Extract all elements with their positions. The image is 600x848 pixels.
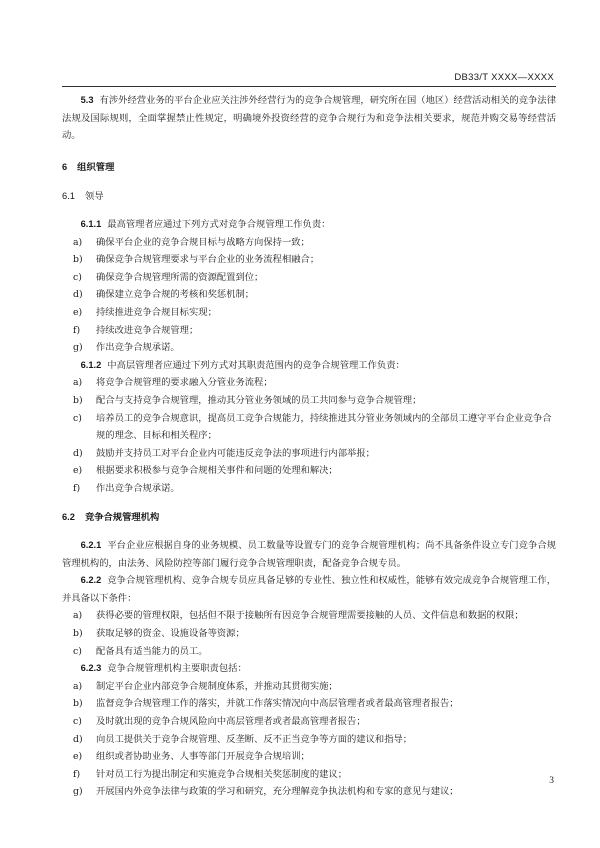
item-text: 获得必要的管理权限，包括但不限于接触所有因竞争合规管理需要接触的人员、文件信息和数据的权限； bbox=[96, 610, 524, 622]
standard-code: DB33/T XXXX—XXXX bbox=[454, 72, 554, 83]
clause-6-2-2 bbox=[62, 572, 556, 607]
clause-6-1-1-list bbox=[62, 234, 556, 357]
item-label: c) bbox=[73, 412, 82, 424]
section-number: 6 bbox=[62, 161, 68, 172]
page-number: 3 bbox=[549, 776, 554, 786]
clause-6-2-2-list bbox=[62, 607, 556, 660]
list-item bbox=[62, 607, 556, 625]
list-item bbox=[62, 392, 556, 410]
item-label: c) bbox=[73, 716, 82, 727]
list-item bbox=[62, 269, 556, 287]
list-item bbox=[62, 374, 556, 392]
clause-6-1-2-list bbox=[62, 374, 556, 497]
clause-text: 竞争合规管理机构主要职责包括： bbox=[107, 663, 247, 675]
item-text: 作出竞争合规承诺。 bbox=[96, 342, 180, 354]
item-label: b) bbox=[73, 394, 83, 406]
item-label: a) bbox=[73, 236, 83, 248]
clause-5-3 bbox=[62, 92, 556, 145]
item-text: 及时就出现的竞争合规风险向中高层管理者或者最高管理者报告； bbox=[96, 716, 366, 727]
item-text: 开展国内外竞争法律与政策的学习和研究，充分理解竞争执法机构和专家的意见与建议； bbox=[96, 786, 459, 798]
item-label: d) bbox=[73, 733, 83, 745]
item-label: a) bbox=[73, 377, 83, 389]
item-text: 配备具有适当能力的员工。 bbox=[96, 645, 208, 657]
section-heading-6-2 bbox=[62, 509, 556, 527]
clause-number: 6.2.1 bbox=[80, 540, 102, 551]
list-item bbox=[62, 445, 556, 463]
item-label: g) bbox=[73, 786, 83, 798]
clause-number: 6.2.2 bbox=[80, 575, 102, 586]
clause-number: 5.3 bbox=[80, 95, 94, 105]
item-label: c) bbox=[73, 271, 82, 283]
list-item bbox=[62, 783, 556, 801]
list-item bbox=[62, 695, 556, 713]
clause-6-2-3-list bbox=[62, 678, 556, 801]
item-label: d) bbox=[73, 289, 83, 301]
list-item bbox=[62, 766, 556, 784]
item-label: a) bbox=[73, 610, 83, 622]
item-text: 鼓励并支持员工对平台企业内可能违反竞争法的事项进行内部举报； bbox=[96, 447, 375, 459]
section-title: 领导 bbox=[84, 191, 104, 203]
item-text: 持续推进竞争合规目标实现； bbox=[96, 306, 217, 318]
clause-number: 6.2.3 bbox=[80, 663, 102, 674]
header-rule bbox=[62, 86, 556, 87]
list-item bbox=[62, 251, 556, 269]
list-item bbox=[62, 410, 556, 445]
list-item bbox=[62, 643, 556, 661]
item-label: g) bbox=[73, 342, 83, 354]
item-text: 确保竞争合规管理要求与平台企业的业务流程相融合； bbox=[96, 254, 320, 266]
clause-text: 最高管理者应通过下列方式对竞争合规管理工作负责： bbox=[107, 218, 331, 230]
section-title: 竞争合规管理机构 bbox=[84, 512, 160, 524]
item-text: 获取足够的资金、设施设备等资源； bbox=[96, 628, 245, 640]
item-label: e) bbox=[73, 751, 83, 763]
clause-6-1-2 bbox=[62, 357, 556, 375]
list-item bbox=[62, 322, 556, 340]
item-label: d) bbox=[73, 447, 83, 459]
item-text: 根据要求积极参与竞争合规相关事件和问题的处理和解决； bbox=[96, 465, 338, 477]
item-text: 培养员工的竞争合规意识，提高员工竞争合规能力，持续推进其分管业务领域内的全部员工遵守平台企业竞争合规的理念、目标和相关程序； bbox=[96, 412, 552, 442]
clause-6-2-1 bbox=[62, 537, 556, 572]
item-text: 针对员工行为提出制定和实施竞争合规相关奖惩制度的建议； bbox=[96, 768, 348, 780]
clause-text: 有涉外经营业务的平台企业应关注涉外经营行为的竞争合规管理，研究所在国（地区）经营活动相关的竞争法律法规及国际规则，全面掌握禁止性规定，明确境外投资经营的竞争合规行为和竞争法相关要求，规范并购交易等经营活动。 bbox=[62, 95, 556, 142]
item-label: f) bbox=[73, 482, 81, 494]
item-text: 持续改进竞争合规管理； bbox=[96, 324, 199, 336]
item-label: f) bbox=[73, 324, 81, 336]
item-label: e) bbox=[73, 465, 83, 477]
clause-number: 6.1.2 bbox=[80, 359, 102, 370]
list-item bbox=[62, 480, 556, 498]
section-title: 组织管理 bbox=[77, 161, 115, 173]
list-item bbox=[62, 462, 556, 480]
list-item bbox=[62, 286, 556, 304]
item-text: 监督竞争合规管理工作的落实，并就工作落实情况向中高层管理者或者最高管理者报告； bbox=[96, 698, 459, 710]
section-heading-6 bbox=[62, 159, 556, 177]
item-label: a) bbox=[73, 680, 83, 692]
item-label: f) bbox=[73, 768, 81, 780]
item-text: 确保建立竞争合规的考核和奖惩机制； bbox=[96, 289, 255, 301]
list-item bbox=[62, 748, 556, 766]
item-text: 组织或者协助业务、人事等部门开展竞争合规培训； bbox=[96, 751, 310, 763]
clause-number: 6.1.1 bbox=[80, 218, 102, 229]
list-item bbox=[62, 731, 556, 749]
clause-text: 中高层管理者应通过下列方式对其职责范围内的竞争合规管理工作负责： bbox=[107, 359, 405, 371]
item-label: c) bbox=[73, 645, 82, 657]
section-number: 6.1 bbox=[62, 191, 75, 202]
item-label: b) bbox=[73, 698, 83, 710]
item-label: b) bbox=[73, 254, 83, 266]
item-label: e) bbox=[73, 306, 83, 318]
item-text: 制定平台企业内部竞争合规制度体系，并推动其贯彻实施； bbox=[96, 680, 338, 692]
section-heading-6-1 bbox=[62, 188, 556, 206]
item-text: 作出竞争合规承诺。 bbox=[96, 482, 180, 494]
list-item bbox=[62, 304, 556, 322]
list-item bbox=[62, 339, 556, 357]
section-number: 6.2 bbox=[62, 512, 75, 523]
item-label: b) bbox=[73, 628, 83, 640]
item-text: 确保竞争合规管理所需的资源配置到位； bbox=[96, 271, 264, 283]
list-item bbox=[62, 625, 556, 643]
item-text: 将竞争合规管理的要求融入分管业务流程； bbox=[96, 377, 273, 389]
clause-6-1-1 bbox=[62, 216, 556, 234]
list-item bbox=[62, 234, 556, 252]
clause-text: 竞争合规管理机构、竞争合规专员应具备足够的专业性、独立性和权威性，能够有效完成竞争合规管理工作，并具备以下条件： bbox=[62, 575, 556, 604]
clause-6-2-3 bbox=[62, 660, 556, 678]
clause-text: 平台企业应根据自身的业务规模、员工数量等设置专门的竞争合规管理机构；尚不具备条件设立专门竞争合规管理机构的，由法务、风险防控等部门履行竞争合规管理职责，配备竞争合规专员。 bbox=[62, 540, 556, 569]
list-item bbox=[62, 678, 556, 696]
document-body bbox=[62, 92, 556, 801]
item-text: 向员工提供关于竞争合规管理、反垄断、反不正当竞争等方面的建议和指导； bbox=[96, 733, 413, 745]
item-text: 确保平台企业的竞争合规目标与战略方向保持一致； bbox=[96, 236, 310, 248]
list-item bbox=[62, 713, 556, 731]
item-text: 配合与支持竞争合规管理，推动其分管业务领域的员工共同参与竞争合规管理； bbox=[96, 394, 422, 406]
